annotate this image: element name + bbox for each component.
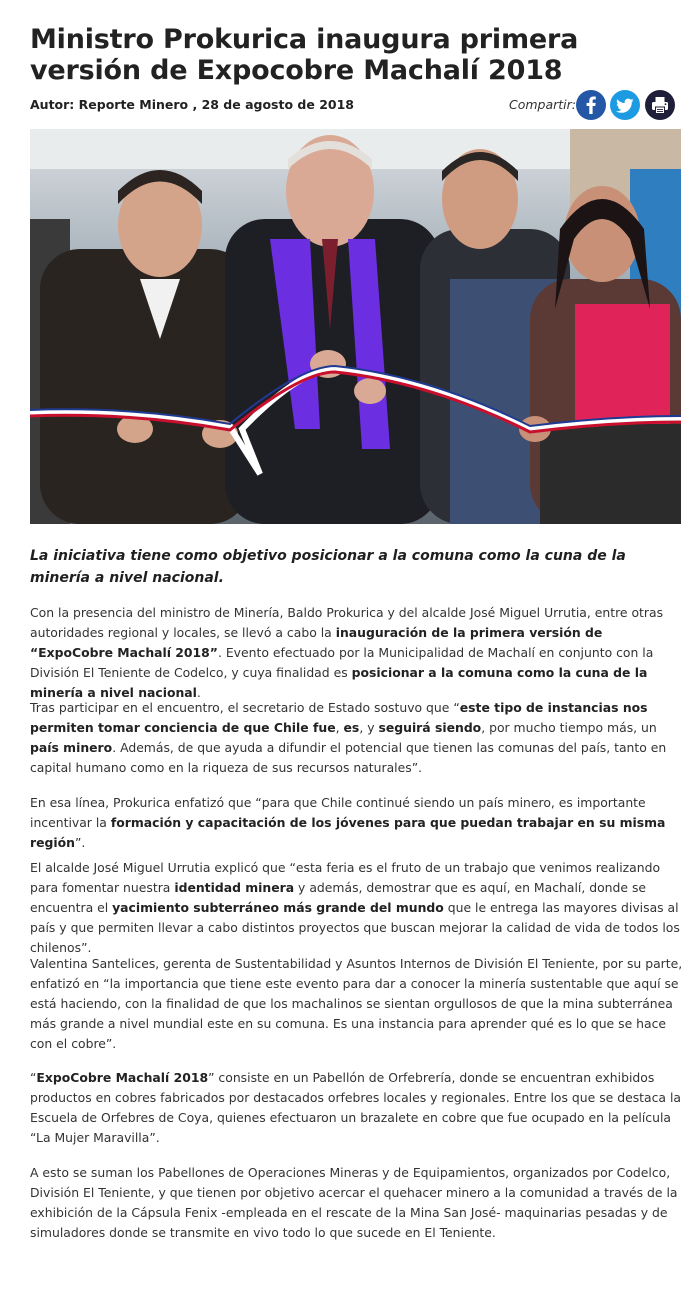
- facebook-share-button[interactable]: [576, 90, 606, 120]
- bold-text: este tipo de instancias nos permiten tomar conciencia de que Chile fue: [30, 700, 648, 735]
- text-segment: ,: [335, 720, 344, 735]
- bold-text: es: [343, 720, 360, 735]
- bold-text: formación y capacitación de los jóvenes para que puedan trabajar en su misma región: [30, 815, 666, 850]
- text-segment: ” consiste en un Pabellón de Orfebrería, donde se encuentran exhibidos productos en cobres fabricados por destacados orfebres locales y regionales. Entre los que se destaca la Escuela de Orfebres de Coya, quienes efectuaron un brazalete en cobre que fue ocupado en la película “La Mujer Maravilla”.: [30, 1070, 681, 1145]
- bold-text: país minero: [30, 740, 113, 755]
- paragraph-1: [30, 603, 685, 703]
- text-segment: Valentina Santelices, gerenta de Sustentabilidad y Asuntos Internos de División El Teniente, por su parte, enfatizó en “la importancia que tiene este evento para dar a conocer la minería sustentable que aquí se está haciendo, con la finalidad de que los machalinos se sientan orgullosos de que la mina subterránea más grande a nivel mundial este en su comuna. Es una instancia para aprender qué es lo que se hace con el cobre”.: [30, 956, 683, 1051]
- text-segment: ”.: [74, 835, 86, 850]
- bold-text: identidad minera: [174, 880, 295, 895]
- text-segment: “: [30, 1070, 37, 1085]
- paragraph-2: [30, 698, 685, 778]
- paragraph-7: [30, 1163, 685, 1243]
- text-segment: , y: [359, 720, 379, 735]
- ribbon-cutting-illustration: [30, 129, 681, 524]
- text-segment: que le entrega las mayores divisas al país y que permiten llevar a cabo distintos proyectos que buscan mejorar la calidad de vida de todos los chilenos”.: [30, 900, 680, 955]
- text-segment: Tras participar en el encuentro, el secretario de Estado sostuvo que “: [30, 700, 460, 715]
- print-button[interactable]: [645, 90, 675, 120]
- twitter-share-button[interactable]: [610, 90, 640, 120]
- share-label: Compartir:: [509, 97, 577, 112]
- text-segment: En esa línea, Prokurica enfatizó que “para que Chile continué siendo un país minero, es importante incentivar la: [30, 795, 646, 830]
- byline-text: Autor: Reporte Minero , 28 de agosto de 2018: [30, 97, 354, 112]
- text-segment: y además, demostrar que es aquí, en Machalí, donde se encuentra el: [30, 880, 647, 915]
- bold-text: yacimiento subterráneo más grande del mundo: [112, 900, 444, 915]
- article-lead: La iniciativa tiene como objetivo posicionar a la comuna como la cuna de la minería a nivel nacional.: [30, 548, 626, 586]
- bold-text: inauguración de la primera versión de “ExpoCobre Machalí 2018”: [30, 625, 603, 660]
- text-segment: Con la presencia del ministro de Minería, Baldo Prokurica y del alcalde José Miguel Urrutia, entre otras autoridades regional y locales, se llevó a cabo la: [30, 605, 664, 640]
- bold-text: seguirá siendo: [378, 720, 482, 735]
- twitter-icon: [610, 90, 640, 120]
- article-title: Ministro Prokurica inaugura primera versión de Expocobre Machalí 2018: [30, 24, 579, 86]
- paragraph-6: [30, 1068, 685, 1148]
- facebook-icon: [576, 90, 606, 120]
- text-segment: El alcalde José Miguel Urrutia explicó que “esta feria es el fruto de un trabajo que venimos realizando para fomentar nuestra: [30, 860, 661, 895]
- text-segment: . Evento efectuado por la Municipalidad de Machalí en conjunto con la División El Teniente de Codelco, y cuya finalidad es: [30, 645, 654, 680]
- print-icon: [645, 90, 675, 120]
- ribbon-cutting-photo: [30, 129, 681, 524]
- article-byline: [30, 97, 354, 112]
- text-segment: . Además, de que ayuda a difundir el potencial que tienen las comunas del país, tanto en capital humano como en la riqueza de sus recursos naturales”.: [30, 740, 667, 775]
- text-segment: , por mucho tiempo más, un: [481, 720, 657, 735]
- paragraph-4: [30, 858, 685, 958]
- paragraph-5: [30, 954, 685, 1054]
- text-segment: A esto se suman los Pabellones de Operaciones Mineras y de Equipamientos, organizados por Codelco, División El Teniente, y que tienen por objetivo acercar el quehacer minero a la comunidad a través de la exhibición de la Cápsula Fenix -empleada en el rescate de la Mina San José- maquinarias pesadas y de simuladores donde se transmite en vivo todo lo que sucede en El Teniente.: [30, 1165, 678, 1240]
- text-segment: .: [196, 685, 201, 700]
- bold-text: ExpoCobre Machalí 2018: [36, 1070, 209, 1085]
- paragraph-3: [30, 793, 685, 853]
- bold-text: posicionar a la comuna como la cuna de la minería a nivel nacional: [30, 665, 648, 700]
